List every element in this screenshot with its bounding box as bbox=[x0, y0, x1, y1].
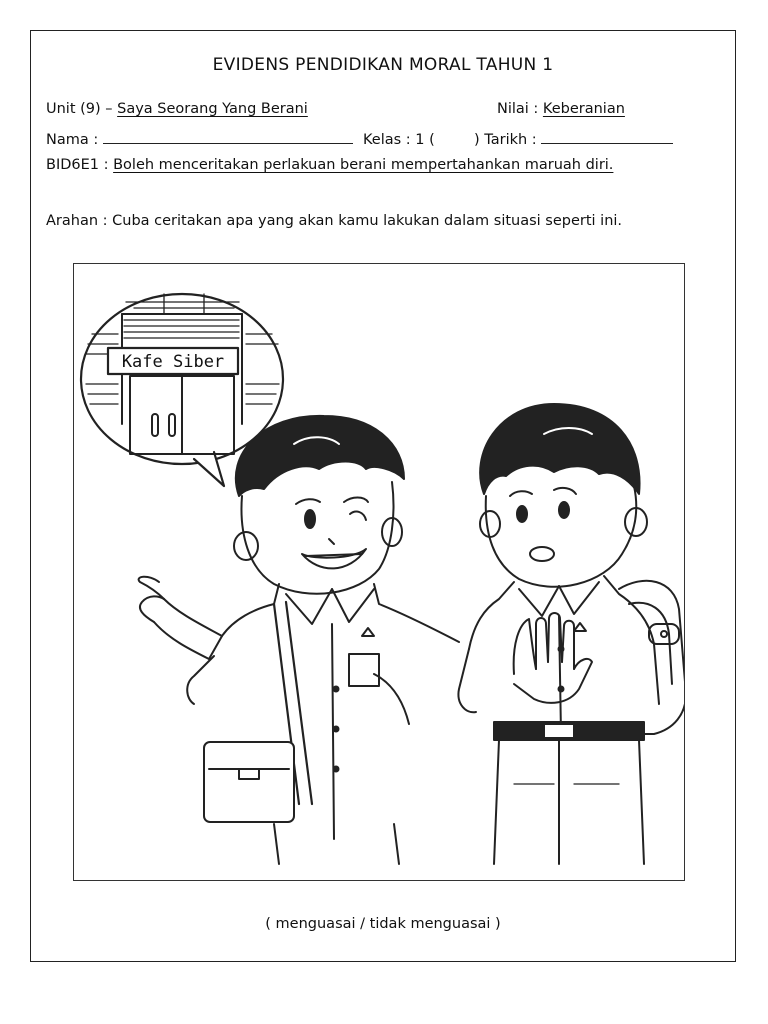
illustration-frame bbox=[73, 263, 685, 881]
nama-line bbox=[46, 129, 353, 148]
standard-value: Boleh menceritakan perlakuan berani mempertahankan maruah diri. bbox=[113, 157, 614, 173]
unit-label: Unit (9) – bbox=[46, 101, 113, 117]
tarikh-label: ) Tarikh : bbox=[474, 132, 537, 148]
standard-label: BID6E1 : bbox=[46, 157, 109, 173]
nama-label: Nama : bbox=[46, 132, 99, 148]
illustration bbox=[74, 264, 685, 881]
kelas-label: Kelas : 1 ( bbox=[363, 132, 435, 148]
nilai-value: Keberanian bbox=[542, 101, 625, 117]
unit-value: Saya Seorang Yang Berani bbox=[117, 101, 308, 117]
nama-field[interactable] bbox=[103, 129, 353, 144]
assessment-options: ( menguasai / tidak menguasai ) bbox=[265, 916, 501, 932]
tarikh-field[interactable] bbox=[541, 129, 673, 144]
sign-text: Kafe Siber bbox=[121, 352, 225, 372]
worksheet bbox=[30, 30, 736, 962]
right-boy-figure bbox=[458, 404, 685, 864]
left-boy-figure bbox=[139, 416, 459, 864]
page-title: EVIDENS PENDIDIKAN MORAL TAHUN 1 bbox=[212, 55, 554, 75]
unit-line bbox=[46, 101, 308, 117]
instruction: Arahan : Cuba ceritakan apa yang akan kamu lakukan dalam situasi seperti ini. bbox=[46, 213, 623, 229]
nilai-line bbox=[497, 101, 625, 117]
nilai-label: Nilai : bbox=[497, 101, 539, 117]
standard-line bbox=[46, 157, 613, 173]
kelas-line bbox=[363, 129, 673, 148]
